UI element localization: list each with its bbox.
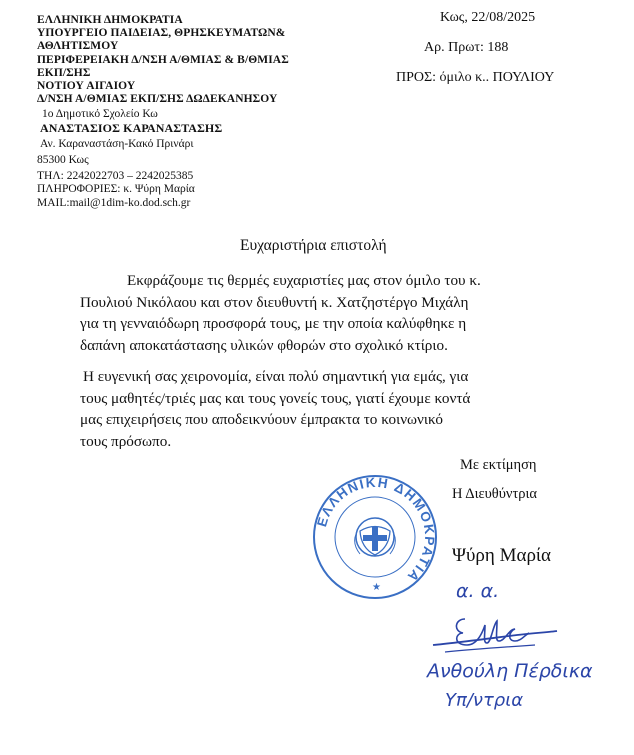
header-line: ΑΘΛΗΤΙΣΜΟΥ xyxy=(37,40,119,53)
protocol-number: Αρ. Πρωτ: 188 xyxy=(424,40,509,55)
handwritten-name: Ανθούλη Πέρδικα xyxy=(427,660,593,682)
paragraph-line: Εκφράζουμε τις θερμές ευχαριστίες μας στον όμιλο του κ. xyxy=(127,272,481,289)
header-line: ΕΛΛΗΝΙΚΗ ΔΗΜΟΚΡΑΤΙΑ xyxy=(37,14,183,26)
place-date: Κως, 22/08/2025 xyxy=(440,10,536,25)
paragraph-line: δαπάνη αποκατάστασης υλικών φθορών στο σχολικό κτίριο. xyxy=(80,336,448,354)
signer-role: Η Διευθύντρια xyxy=(452,486,538,502)
school-name: ΑΝΑΣΤΑΣΙΟΣ ΚΑΡΑΝΑΣΤΑΣΗΣ xyxy=(40,121,223,135)
header-line: ΠΕΡΙΦΕΡΕΙΑΚΗ Δ/ΝΣΗ Α/ΘΜΙΑΣ & Β/ΘΜΙΑΣ xyxy=(37,53,289,66)
coat-of-arms-icon xyxy=(355,518,396,556)
paragraph-2 xyxy=(80,366,610,452)
seal-text: ΕΛΛΗΝΙΚΗ ΔΗΜΟΚΡΑΤΙΑ xyxy=(314,474,438,586)
paragraph-line: μας επιχειρήσεις που αποδεικνύουν έμπρακτα το κοινωνικό xyxy=(80,411,443,428)
school-phone: ΤΗΛ: 2242022703 – 2242025385 xyxy=(37,170,194,182)
school-mail: MAIL:mail@1dim-ko.dod.sch.gr xyxy=(37,197,191,209)
paragraph-line: τους πρόσωπο. xyxy=(80,432,172,450)
paragraph-line: τους μαθητές/τριές μας και τους γονείς τους, γιατί έχουμε κοντά xyxy=(80,389,471,407)
header-line: ΥΠΟΥΡΓΕΙΟ ΠΑΙΔΕΙΑΣ, ΘΡΗΣΚΕΥΜΑΤΩΝ& xyxy=(37,27,286,40)
closing: Με εκτίμηση xyxy=(460,457,537,473)
signer-name: Ψύρη Μαρία xyxy=(452,545,551,566)
handwritten-role: Υπ/ντρια xyxy=(445,690,524,711)
paragraph-line: Η ευγενική σας χειρονομία, είναι πολύ σημαντική για εμάς, για xyxy=(83,368,469,385)
header-authority xyxy=(37,14,289,106)
handwritten-aa: α. α. xyxy=(456,580,500,602)
paragraph-line: για τη γενναιόδωρη προσφορά τους, με την οποία καλύφθηκε η xyxy=(80,315,467,332)
header-line: ΝΟΤΙΟΥ ΑΙΓΑΙΟΥ xyxy=(37,80,136,93)
header-line: Δ/ΝΣΗ Α/ΘΜΙΑΣ ΕΚΠ/ΣΗΣ ΔΩΔΕΚΑΝΗΣΟΥ xyxy=(37,93,278,106)
handwritten-signature xyxy=(425,605,565,665)
paragraph-1 xyxy=(80,270,600,356)
school-postcode: 85300 Κως xyxy=(37,154,89,166)
school-label: 1ο Δημοτικό Σχολείο Κω xyxy=(42,108,158,120)
star-icon: ★ xyxy=(372,582,381,593)
school-address: Αν. Καραναστάση-Κακό Πρινάρι xyxy=(40,138,194,150)
paragraph-line: Πουλιού Νικόλαου και στον διευθυντή κ. Χατζηστέργο Μιχάλη xyxy=(80,293,469,311)
letter-title: Ευχαριστήρια επιστολή xyxy=(240,237,387,254)
official-seal xyxy=(312,474,438,600)
header-line: ΕΚΠ/ΣΗΣ xyxy=(37,66,91,79)
school-info: ΠΛΗΡΟΦΟΡΙΕΣ: κ. Ψύρη Μαρία xyxy=(37,183,195,195)
recipient: ΠΡΟΣ: όμιλο κ.. ΠΟΥΛΙΟΥ xyxy=(396,70,555,85)
